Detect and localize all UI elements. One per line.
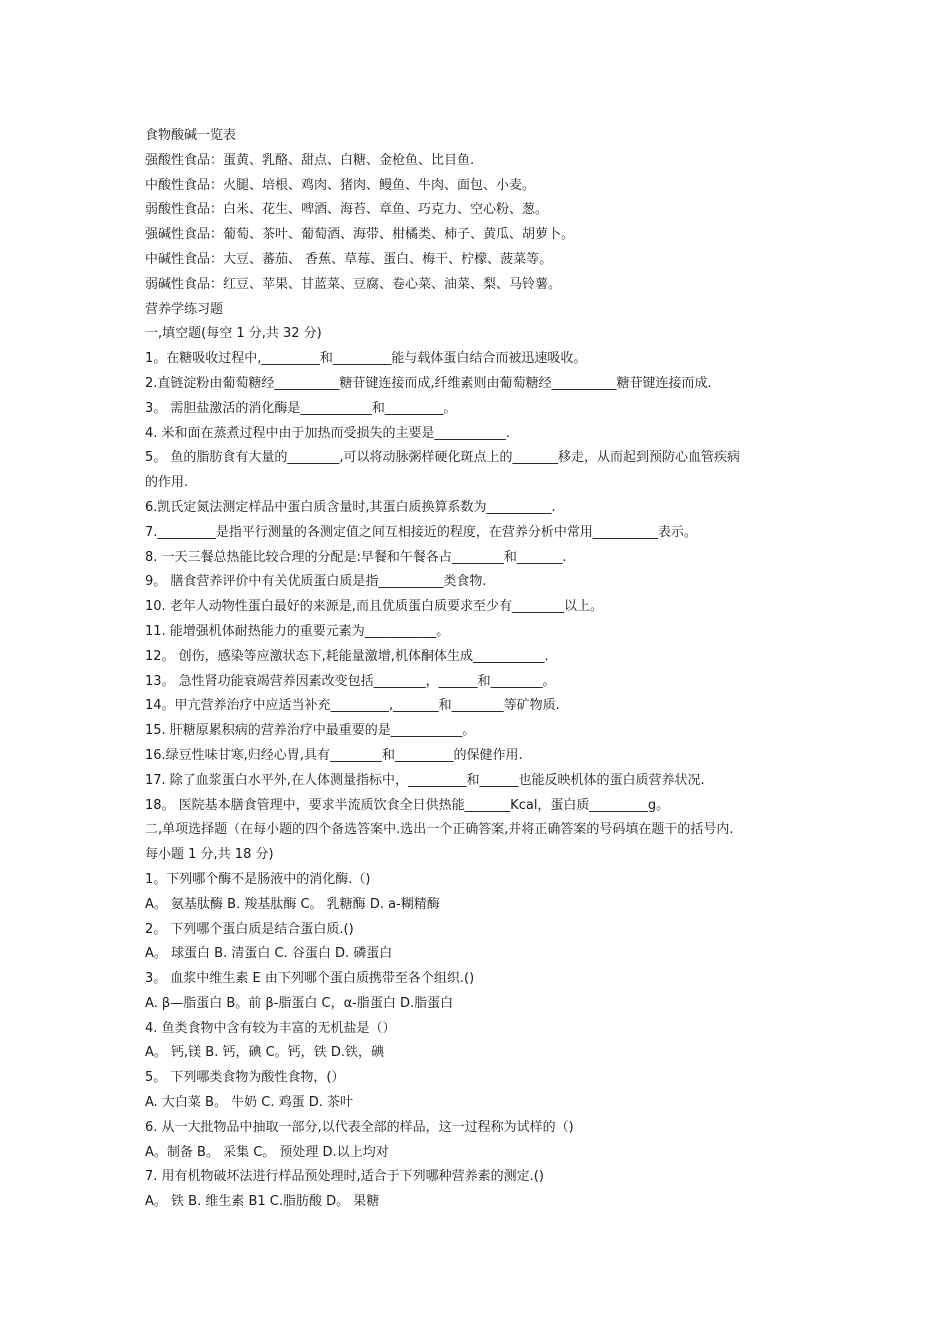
fill-question-17: 17. 除了血浆蛋白水平外,在人体测量指标中，_________和______也能反映机体的蛋白质营养状况. xyxy=(145,772,705,788)
choice-options-7: A。 铁 B. 维生素 B1 C.脂肪酸 D。 果糖 xyxy=(145,1194,380,1210)
choice-question-3: 3。 血浆中维生素 E 由下列哪个蛋白质携带至各个组织.() xyxy=(145,971,475,987)
document-body xyxy=(145,124,825,1215)
choice-question-5: 5。 下列哪类食物为酸性食物，(） xyxy=(145,1070,345,1086)
section-choice-heading-cont: 每小题 1 分,共 18 分) xyxy=(145,847,274,863)
choice-question-1: 1。下列哪个酶不是肠液中的消化酶.（) xyxy=(145,871,371,887)
medium-acid-foods: 中酸性食品：火腿、培根、鸡肉、猪肉、鳗鱼、牛肉、面包、小麦。 xyxy=(145,177,536,193)
choice-options-3: A. β—脂蛋白 B。前 β-脂蛋白 C，α-脂蛋白 D.脂蛋白 xyxy=(145,995,454,1011)
choice-question-7: 7. 用有机物破坏法进行样品预处理时,适合于下列哪种营养素的测定.() xyxy=(145,1169,544,1185)
choice-options-5: A. 大白菜 B。 牛奶 C. 鸡蛋 D. 茶叶 xyxy=(145,1095,353,1111)
choice-options-4: A。 钙,镁 B. 钙，碘 C。钙，铁 D.铁，碘 xyxy=(145,1045,384,1061)
fill-question-2: 2.直链淀粉由葡萄糖经__________糖苷键连接而成,纤维素则由葡萄糖经__________糖苷键连接而成. xyxy=(145,375,712,391)
fill-question-5: 5。 鱼的脂肪食有大量的________,可以将动脉粥样硬化斑点上的_______移走，从而起到预防心血管疾病 xyxy=(145,450,741,466)
fill-question-13: 13。 急性肾功能衰竭营养因素改变包括________，______和________。 xyxy=(145,673,556,689)
fill-question-5-cont: 的作用. xyxy=(145,475,189,491)
fill-question-14: 14。甲亢营养治疗中应适当补充_________,_______和________等矿物质. xyxy=(145,698,560,714)
fill-question-8: 8. 一天三餐总热能比较合理的分配是:早餐和午餐各占________和_______. xyxy=(145,549,567,565)
doc-title-acid-base: 食物酸碱一览表 xyxy=(145,128,237,143)
fill-question-7: 7._________是指平行测量的各测定值之间互相接近的程度，在营养分析中常用__________表示。 xyxy=(145,524,697,540)
choice-options-1: A。 氨基肽酶 B. 羧基肽酶 C。 乳糖酶 D. a-糊精酶 xyxy=(145,896,440,912)
fill-question-11: 11. 能增强机体耐热能力的重要元素为___________。 xyxy=(145,623,450,639)
fill-question-18: 18。 医院基本膳食管理中，要求半流质饮食全日供热能_______Kcal，蛋白质_________g。 xyxy=(145,797,670,813)
strong-alkaline-foods: 强碱性食品：葡萄、茶叶、葡萄酒、海带、柑橘类、柿子、黄瓜、胡萝卜。 xyxy=(145,227,575,243)
weak-acid-foods: 弱酸性食品：白米、花生、啤酒、海苔、章鱼、巧克力、空心粉、葱。 xyxy=(145,202,549,218)
section-fill-blank-heading: 一,填空题(每空 1 分,共 32 分) xyxy=(145,326,322,342)
exercise-title: 营养学练习题 xyxy=(145,301,224,317)
choice-question-2: 2。 下列哪个蛋白质是结合蛋白质.() xyxy=(145,921,354,937)
choice-options-2: A。 球蛋白 B. 清蛋白 C. 谷蛋白 D. 磷蛋白 xyxy=(145,946,393,962)
fill-question-12: 12。 创伤，感染等应激状态下,耗能量激增,机体酮体生成___________. xyxy=(145,648,549,664)
fill-question-10: 10. 老年人动物性蛋白最好的来源是,而且优质蛋白质要求至少有________以上。 xyxy=(145,599,603,615)
choice-options-6: A。制备 B。 采集 C。 预处理 D.以上均对 xyxy=(145,1144,389,1160)
fill-question-9: 9。 膳食营养评价中有关优质蛋白质是指__________类食物. xyxy=(145,574,487,590)
fill-question-1: 1。在糖吸收过程中,_________和_________能与载体蛋白结合而被迅速吸收。 xyxy=(145,351,587,367)
fill-question-4: 4. 米和面在蒸煮过程中由于加热而受损失的主要是___________. xyxy=(145,425,511,441)
choice-question-6: 6. 从一大批物品中抽取一部分,以代表全部的样品，这一过程称为试样的（) xyxy=(145,1119,574,1135)
weak-alkaline-foods: 弱碱性食品：红豆、苹果、甘蓝菜、豆腐、卷心菜、油菜、梨、马铃薯。 xyxy=(145,276,562,292)
fill-question-6: 6.凯氏定氮法测定样品中蛋白质含量时,其蛋白质换算系数为__________. xyxy=(145,499,556,515)
fill-question-15: 15. 肝糖原累积病的营养治疗中最重要的是___________。 xyxy=(145,723,476,739)
medium-alkaline-foods: 中碱性食品：大豆、蕃茄、 香蕉、草莓、蛋白、梅干、柠檬、菠菜等。 xyxy=(145,251,553,267)
section-choice-heading: 二,单项选择题（在每小题的四个备选答案中.选出一个正确答案,并将正确答案的号码填在题干的括号内. xyxy=(145,822,734,838)
fill-question-3: 3。 需胆盐激活的消化酶是___________和_________。 xyxy=(145,400,457,416)
fill-question-16: 16.绿豆性味甘寒,归经心胃,具有________和_________的保健作用. xyxy=(145,747,523,763)
strong-acid-foods: 强酸性食品：蛋黄、乳酪、甜点、白糖、金枪鱼、比目鱼. xyxy=(145,152,475,168)
choice-question-4: 4. 鱼类食物中含有较为丰富的无机盐是（） xyxy=(145,1020,396,1036)
